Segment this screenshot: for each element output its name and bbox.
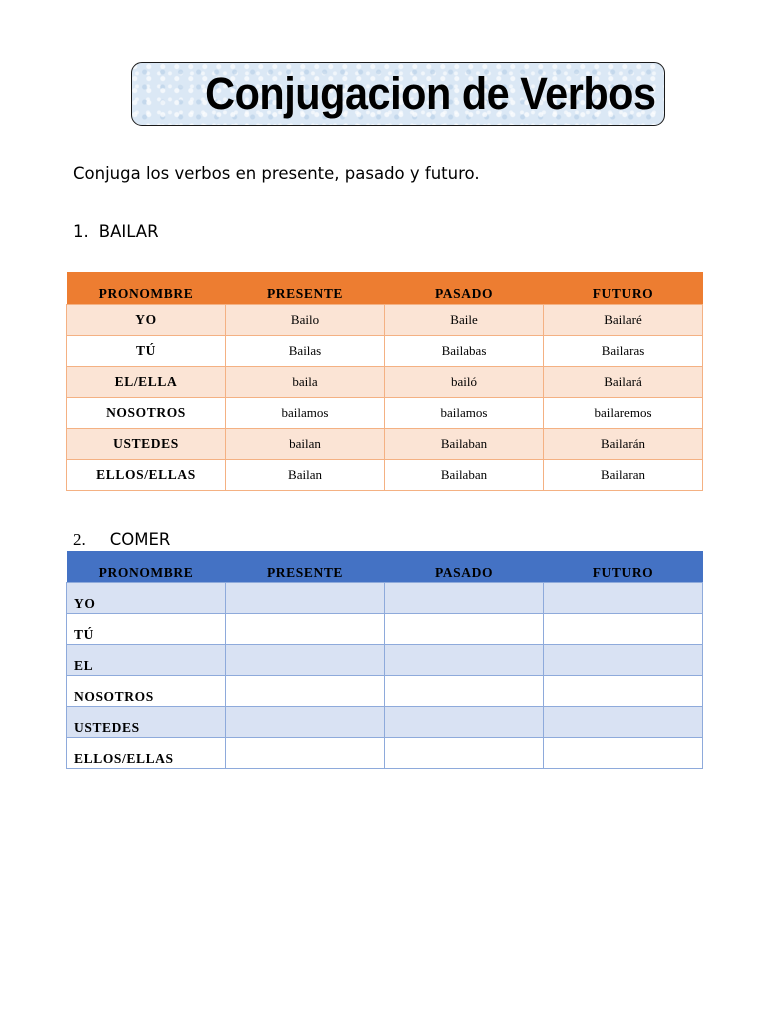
presente-cell: bailamos bbox=[226, 397, 385, 428]
section-heading-comer bbox=[73, 530, 170, 550]
presente-answer-cell[interactable] bbox=[226, 675, 385, 706]
header-futuro: FUTURO bbox=[592, 285, 654, 301]
table-row bbox=[67, 737, 703, 768]
table-row bbox=[67, 459, 703, 490]
pronoun-cell: USTEDES bbox=[67, 706, 226, 737]
pasado-cell: Bailabas bbox=[385, 335, 544, 366]
pasado-cell: Bailaban bbox=[385, 428, 544, 459]
table-header-row bbox=[67, 272, 703, 304]
futuro-cell: Bailará bbox=[544, 366, 703, 397]
futuro-cell: Bailaran bbox=[544, 459, 703, 490]
table-header-row bbox=[67, 551, 703, 582]
header-pasado: PASADO bbox=[434, 564, 494, 580]
header-presente: PRESENTE bbox=[266, 285, 344, 301]
presente-answer-cell[interactable] bbox=[226, 706, 385, 737]
pronoun-cell: YO bbox=[67, 304, 226, 335]
futuro-cell: Bailaras bbox=[544, 335, 703, 366]
conjugation-table-bailar bbox=[66, 272, 703, 491]
header-pasado: PASADO bbox=[434, 285, 494, 301]
futuro-answer-cell[interactable] bbox=[544, 706, 703, 737]
pasado-answer-cell[interactable] bbox=[385, 675, 544, 706]
pronoun-cell: USTEDES bbox=[67, 428, 226, 459]
presente-cell: baila bbox=[226, 366, 385, 397]
table-row bbox=[67, 428, 703, 459]
futuro-cell: Bailaré bbox=[544, 304, 703, 335]
table-row bbox=[67, 644, 703, 675]
pronoun-cell: EL bbox=[67, 644, 226, 675]
pronoun-cell: NOSOTROS bbox=[67, 397, 226, 428]
table-row bbox=[67, 582, 703, 613]
pasado-answer-cell[interactable] bbox=[385, 644, 544, 675]
pasado-cell: bailó bbox=[385, 366, 544, 397]
pronoun-cell: YO bbox=[67, 582, 226, 613]
instructions-text: Conjuga los verbos en presente, pasado y futuro. bbox=[73, 164, 480, 183]
pronoun-cell: TÚ bbox=[67, 335, 226, 366]
presente-cell: Bailas bbox=[226, 335, 385, 366]
pasado-answer-cell[interactable] bbox=[385, 582, 544, 613]
section-number: 1. bbox=[73, 222, 89, 241]
presente-answer-cell[interactable] bbox=[226, 644, 385, 675]
pasado-answer-cell[interactable] bbox=[385, 737, 544, 768]
verb-label: BAILAR bbox=[98, 222, 159, 241]
table-row bbox=[67, 675, 703, 706]
table-row bbox=[67, 397, 703, 428]
pasado-answer-cell[interactable] bbox=[385, 613, 544, 644]
futuro-cell: Bailarán bbox=[544, 428, 703, 459]
pronoun-cell: NOSOTROS bbox=[67, 675, 226, 706]
presente-cell: Bailan bbox=[226, 459, 385, 490]
presente-answer-cell[interactable] bbox=[226, 737, 385, 768]
header-presente: PRESENTE bbox=[266, 564, 344, 580]
verb-label: COMER bbox=[109, 530, 171, 549]
title-banner bbox=[131, 62, 665, 126]
table-row bbox=[67, 366, 703, 397]
pronoun-cell: ELLOS/ELLAS bbox=[67, 737, 226, 768]
presente-cell: bailan bbox=[226, 428, 385, 459]
header-pronombre: PRONOMBRE bbox=[98, 564, 194, 580]
presente-answer-cell[interactable] bbox=[226, 613, 385, 644]
table-row bbox=[67, 613, 703, 644]
pasado-cell: bailamos bbox=[385, 397, 544, 428]
futuro-answer-cell[interactable] bbox=[544, 582, 703, 613]
pronoun-cell: EL/ELLA bbox=[67, 366, 226, 397]
table-row bbox=[67, 706, 703, 737]
pronoun-cell: TÚ bbox=[67, 613, 226, 644]
presente-cell: Bailo bbox=[226, 304, 385, 335]
futuro-answer-cell[interactable] bbox=[544, 613, 703, 644]
pasado-cell: Bailaban bbox=[385, 459, 544, 490]
conjugation-table-comer bbox=[66, 551, 703, 769]
presente-answer-cell[interactable] bbox=[226, 582, 385, 613]
page-title: Conjugacion de Verbos bbox=[205, 68, 656, 119]
pasado-answer-cell[interactable] bbox=[385, 706, 544, 737]
table-row bbox=[67, 304, 703, 335]
section-number: 2. bbox=[73, 530, 86, 549]
header-pronombre: PRONOMBRE bbox=[98, 285, 194, 301]
table-row bbox=[67, 335, 703, 366]
futuro-cell: bailaremos bbox=[544, 397, 703, 428]
pasado-cell: Baile bbox=[385, 304, 544, 335]
futuro-answer-cell[interactable] bbox=[544, 737, 703, 768]
futuro-answer-cell[interactable] bbox=[544, 675, 703, 706]
pronoun-cell: ELLOS/ELLAS bbox=[67, 459, 226, 490]
section-heading-bailar bbox=[73, 222, 159, 241]
futuro-answer-cell[interactable] bbox=[544, 644, 703, 675]
header-futuro: FUTURO bbox=[592, 564, 654, 580]
